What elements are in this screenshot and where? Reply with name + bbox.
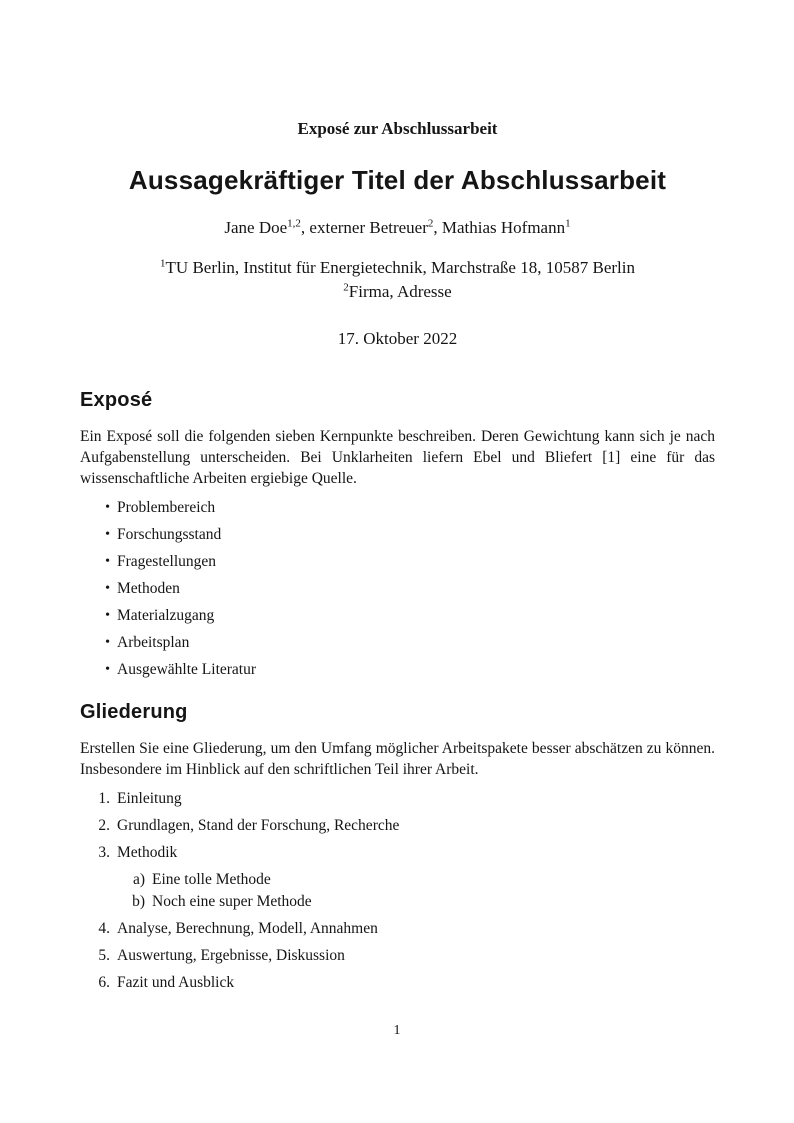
bullet-marker: • xyxy=(105,500,110,515)
section-heading-gliederung: Gliederung xyxy=(80,701,188,723)
list-item-label: Grundlagen, Stand der Forschung, Recherche xyxy=(117,817,400,834)
list-item-label: Arbeitsplan xyxy=(117,634,190,651)
author-1: Jane Doe xyxy=(224,218,288,237)
list-item xyxy=(80,551,715,572)
affiliation-2-mark: 2 xyxy=(343,281,349,294)
pretitle: Exposé zur Abschlussarbeit xyxy=(297,119,498,138)
affiliation-1-text: TU Berlin, Institut für Energietechnik, Marchstraße 18, 10587 Berlin xyxy=(165,258,635,277)
gliederung-numbered-list xyxy=(80,788,715,993)
item-number: 3. xyxy=(98,844,110,861)
author-3-affiliation-mark: 1 xyxy=(565,217,571,230)
list-item xyxy=(80,972,715,993)
gliederung-paragraph: Erstellen Sie eine Gliederung, um den Umfang möglicher Arbeitspakete besser abschätzen zu können. Insbesondere im Hinblick auf den schriftlichen Teil ihrer Arbeit. xyxy=(80,740,715,778)
bullet-marker: • xyxy=(105,527,110,542)
bullet-marker: • xyxy=(105,608,110,623)
list-item xyxy=(80,605,715,626)
item-number: 2. xyxy=(98,817,110,834)
list-item-label: Methoden xyxy=(117,580,180,597)
list-item-label: Einleitung xyxy=(117,790,182,807)
list-item xyxy=(80,815,715,836)
list-item-label: Materialzugang xyxy=(117,607,215,624)
affiliation-2-text: Firma, Adresse xyxy=(348,282,452,301)
list-item-label: Eine tolle Methode xyxy=(152,871,271,888)
author-1-affiliation-mark: 1,2 xyxy=(287,217,301,230)
list-item-label: Fragestellungen xyxy=(117,553,217,570)
list-item-label: Fazit und Ausblick xyxy=(117,974,235,991)
author-2-affiliation-mark: 2 xyxy=(427,217,434,230)
page-number: 1 xyxy=(393,1023,401,1038)
list-item-label: Forschungsstand xyxy=(117,526,222,543)
affiliation-2 xyxy=(80,280,715,304)
list-item-label: Methodik xyxy=(117,844,178,861)
affiliation-1 xyxy=(80,256,715,280)
list-item xyxy=(80,659,715,680)
list-item xyxy=(80,788,715,809)
list-item-label: Problembereich xyxy=(117,499,216,516)
sub-list-item xyxy=(80,891,715,912)
author-line xyxy=(80,216,715,240)
bullet-marker: • xyxy=(105,635,110,650)
list-item xyxy=(80,945,715,966)
affiliations xyxy=(80,256,715,304)
kernpunkte-bullet-list xyxy=(80,497,715,680)
expose-paragraph: Ein Exposé soll die folgenden sieben Kernpunkte beschreiben. Deren Gewichtung kann sich je nach Aufgabenstellung unterscheiden. Bei Unklarheiten liefern Ebel und Bliefert [1] eine für das wissenschaftliche Arbeiten ergiebige Quelle. xyxy=(80,428,715,487)
list-item xyxy=(80,497,715,518)
author-3: , Mathias Hofmann xyxy=(433,218,566,237)
bullet-marker: • xyxy=(105,662,110,677)
title-block xyxy=(80,118,715,350)
bullet-marker: • xyxy=(105,554,110,569)
sub-list-item xyxy=(80,869,715,890)
list-item-label: Ausgewählte Literatur xyxy=(117,661,257,678)
item-letter: a) xyxy=(132,871,145,888)
item-number: 5. xyxy=(98,947,110,964)
list-item xyxy=(80,918,715,939)
item-number: 6. xyxy=(98,974,110,991)
list-item-label: Noch eine super Methode xyxy=(152,893,312,910)
bullet-marker: • xyxy=(105,581,110,596)
item-number: 4. xyxy=(98,920,110,937)
page-title: Aussagekräftiger Titel der Abschlussarbeit xyxy=(128,165,667,195)
list-item xyxy=(80,578,715,599)
list-item xyxy=(80,632,715,653)
section-heading-expose: Exposé xyxy=(80,389,153,411)
list-item-label: Auswertung, Ergebnisse, Diskussion xyxy=(117,947,345,964)
item-number: 1. xyxy=(98,790,110,807)
affiliation-1-mark: 1 xyxy=(160,257,166,270)
list-item xyxy=(80,842,715,863)
list-item xyxy=(80,524,715,545)
item-letter: b) xyxy=(132,893,145,910)
list-item-label: Analyse, Berechnung, Modell, Annahmen xyxy=(117,920,378,937)
document-date: 17. Oktober 2022 xyxy=(337,329,458,348)
author-2: , externer Betreuer xyxy=(300,218,428,237)
